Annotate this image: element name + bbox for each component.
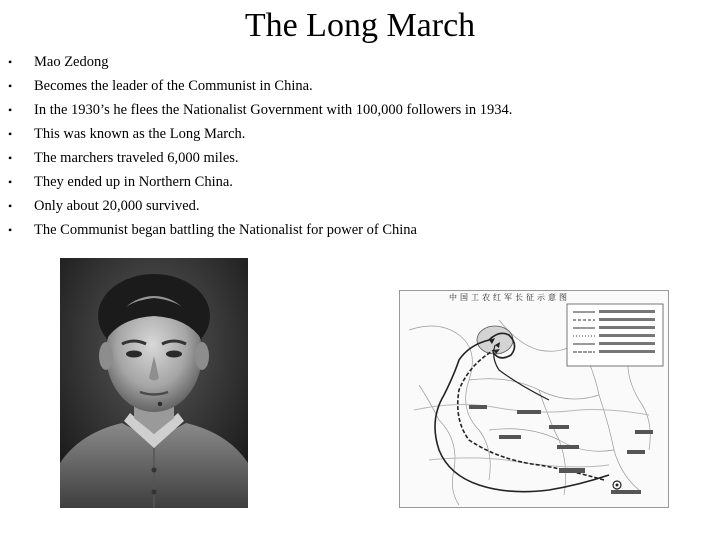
bullet-text: In the 1930’s he flees the Nationalist Government with 100,000 followers in 1934. bbox=[34, 102, 513, 118]
bullet-item bbox=[0, 122, 512, 146]
map-illustration bbox=[399, 290, 669, 508]
map-title: 中国工农红军长征示意图 bbox=[449, 293, 570, 302]
bullet-item bbox=[0, 146, 512, 170]
bullet-item bbox=[0, 98, 512, 122]
long-march-map-image bbox=[399, 290, 669, 508]
bullet-dot-icon: • bbox=[8, 151, 13, 165]
bullet-text: This was known as the Long March. bbox=[34, 126, 246, 142]
bullet-dot-icon: • bbox=[8, 199, 13, 213]
bullet-text: They ended up in Northern China. bbox=[34, 174, 233, 190]
bullet-text: The Communist began battling the Nationalist for power of China bbox=[34, 222, 417, 238]
bullet-text: Becomes the leader of the Communist in China. bbox=[34, 78, 313, 94]
bullet-item bbox=[0, 170, 512, 194]
bullet-item bbox=[0, 74, 512, 98]
bullet-dot-icon: • bbox=[8, 103, 13, 117]
bullet-dot-icon: • bbox=[8, 175, 13, 189]
bullet-text: Only about 20,000 survived. bbox=[34, 198, 200, 214]
bullet-item bbox=[0, 50, 512, 74]
bullet-dot-icon: • bbox=[8, 223, 13, 237]
bullet-item bbox=[0, 218, 512, 242]
bullet-text: The marchers traveled 6,000 miles. bbox=[34, 150, 239, 166]
bullet-text: Mao Zedong bbox=[34, 54, 109, 70]
bullet-dot-icon: • bbox=[8, 55, 13, 69]
portrait-illustration bbox=[60, 258, 248, 508]
slide-title: The Long March bbox=[244, 7, 476, 44]
mao-portrait-image bbox=[60, 258, 248, 508]
bullet-dot-icon: • bbox=[8, 127, 13, 141]
bullet-dot-icon: • bbox=[8, 79, 13, 93]
map-legend bbox=[567, 304, 663, 366]
bullet-list bbox=[0, 50, 512, 242]
bullet-item bbox=[0, 194, 512, 218]
